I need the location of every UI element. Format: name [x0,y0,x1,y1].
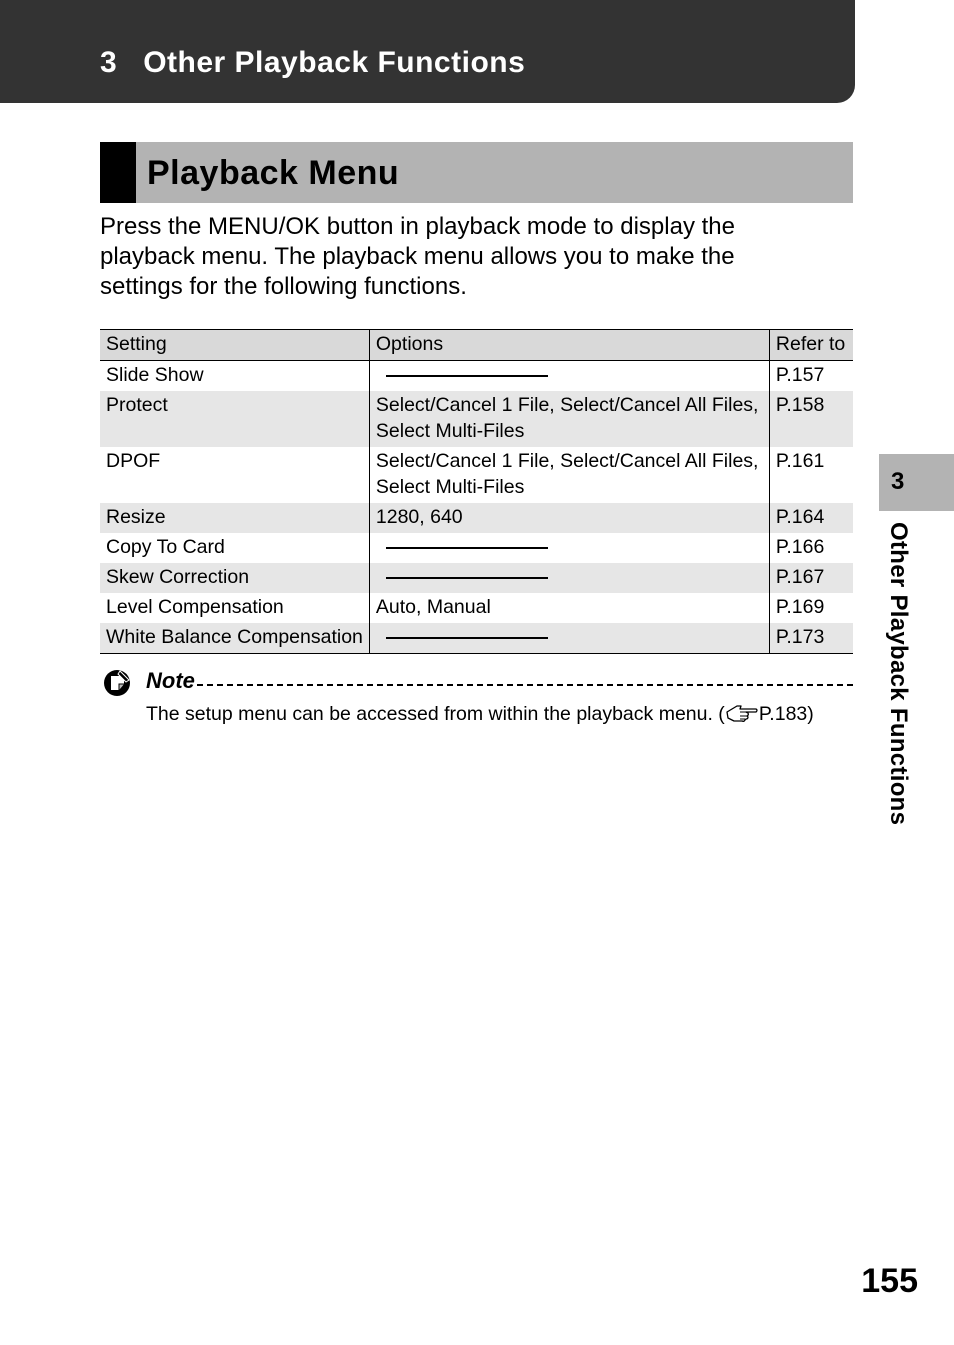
side-tab-number: 3 [891,468,905,495]
chapter-number: 3 [100,46,118,79]
refer-cell: P.157 [769,361,853,392]
note-label: Note [146,668,195,693]
header-refer-to: Refer to [769,330,853,361]
no-options-dash [386,637,548,639]
section-heading-marker [100,142,136,203]
note-text-close: ) [807,703,814,725]
chapter-side-tab [879,454,954,511]
refer-cell: P.158 [769,391,853,447]
no-options-dash [386,375,548,377]
note-text-body: The setup menu can be accessed from within the playback menu. ( [146,703,725,725]
table-row [100,503,853,533]
note-text [146,703,814,729]
setting-cell: Resize [100,503,369,533]
setting-cell: Slide Show [106,364,204,386]
table-header-row [100,330,853,361]
options-cell [369,623,769,654]
table-row [100,623,853,654]
note-dashed-rule [197,684,853,686]
page-number: 155 [861,1262,918,1300]
chapter-title [100,46,525,80]
table-row [100,533,853,563]
chapter-banner [0,0,855,103]
refer-cell: P.167 [769,563,853,593]
note-page-ref[interactable]: P.183 [758,703,808,725]
table-row [100,593,853,623]
table-row [100,447,853,503]
setting-cell: DPOF [106,450,161,472]
setting-cell: Level Compensation [106,596,284,618]
refer-cell: P.166 [769,533,853,563]
refer-cell: P.169 [769,593,853,623]
options-cell: Select/Cancel 1 File, Select/Cancel All Files, Select Multi-Files [369,447,769,503]
section-heading-bar [100,142,853,203]
note-icon [102,667,132,697]
table-row [100,563,853,593]
refer-cell: P.164 [769,503,853,533]
no-options-dash [386,547,548,549]
table-row [100,391,853,447]
setting-cell: Skew Correction [100,563,369,593]
intro-paragraph: Press the MENU/OK button in playback mode to display the playback menu. The playback menu allows you to make the settings for the following functions. [100,213,735,300]
setting-cell: Copy To Card [106,536,225,558]
options-cell [369,361,769,392]
options-cell: Select/Cancel 1 File, Select/Cancel All Files, Select Multi-Files [369,391,769,447]
setting-cell: Protect [100,391,369,447]
refer-cell: P.161 [769,447,853,503]
side-tab-label: Other Playback Functions [885,522,912,826]
options-cell: 1280, 640 [369,503,769,533]
options-cell [369,533,769,563]
refer-cell: P.173 [769,623,853,654]
table-row [100,361,853,392]
pointing-hand-icon [725,703,759,729]
options-cell [369,563,769,593]
options-cell: Auto, Manual [369,593,769,623]
section-title: Playback Menu [147,154,400,192]
header-options: Options [369,330,769,361]
playback-menu-table [100,329,853,654]
setting-cell: White Balance Compensation [100,623,369,654]
chapter-title-text: Other Playback Functions [143,46,526,79]
header-setting: Setting [100,330,369,361]
no-options-dash [386,577,548,579]
